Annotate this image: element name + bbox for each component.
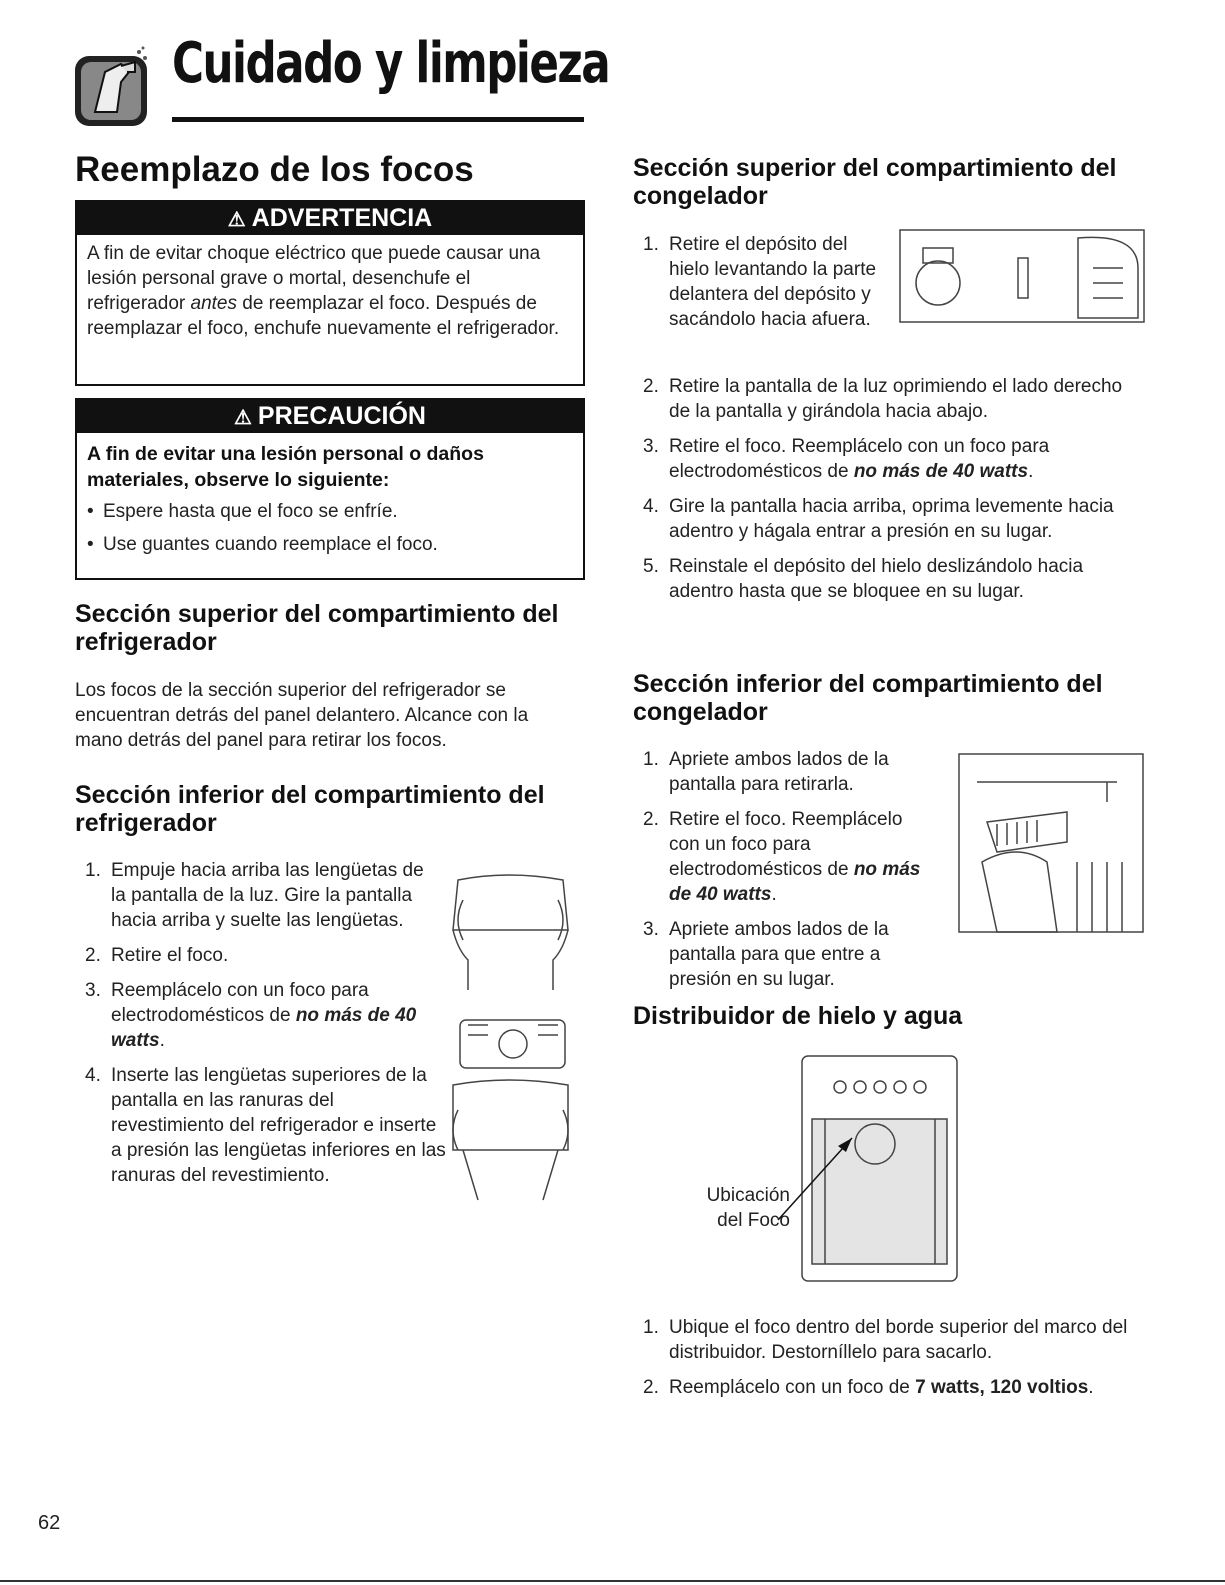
list-item: 2. Retire la pantalla de la luz oprimiendo el lado derecho de la pantalla y girándola hacia abajo. [643,376,1123,422]
page-number: 62 [38,1512,61,1534]
list-item: 5. Reinstale el depósito del hielo deslizándolo hacia adentro hasta que se bloquee en su lugar. [643,556,1084,602]
list-item: 3. Reemplácelo con un foco para electrodomésticos de no más de 40 watts. [85,980,417,1051]
caution-header [77,400,583,433]
step-text-end: . [1088,1377,1094,1398]
heading-dispenser: Distribuidor de hielo y agua [633,1002,963,1030]
step-bold: no más de 40 watts [853,461,1029,482]
list-item: 1. Retire el depósito del hielo levantando la parte delantera del depósito y sacándolo hacia afuera. [643,234,877,330]
step-text-end: . [159,1030,165,1051]
caution-label: PRECAUCIÓN [257,402,426,430]
step-bold: 7 watts, 120 voltios [915,1377,1089,1398]
warning-text-part1: A fin de evitar choque eléctrico que puede causar una lesión personal grave o mortal, desenchufe el refrigerador [87,243,541,314]
list-item: 2. Retire el foco. [85,945,229,966]
step-text: Retire el foco. Reemplácelo con un foco para electrodomésticos de [669,809,903,880]
step-bold: no más de 40 watts [111,1005,417,1051]
warning-header [77,202,583,235]
warning-text-emphasis: antes [190,293,237,314]
header-rule [172,117,584,122]
upper-freezer-steps [633,374,1133,614]
step-text: Reemplácelo con un foco de [669,1377,916,1398]
step-text: Retire el foco. [111,945,229,966]
warning-text-part2: de reemplazar el foco. Después de reemplazar el foco, enchufe nuevamente el refrigerador. [87,293,560,339]
list-item: 2. Reemplácelo con un foco de 7 watts, 120 voltios. [643,1377,1094,1398]
warning-text [77,235,583,341]
caution-bullet: • Use guantes cuando reemplace el foco. [77,532,573,557]
list-item: 3. Apriete ambos lados de la pantalla para que entre a presión en su lugar. [643,919,889,990]
heading-lower-fridge: Sección inferior del compartimiento del refrigerador [75,781,545,837]
caution-bullet: • Espere hasta que el foco se enfríe. [77,499,573,524]
list-item: 4. Inserte las lengüetas superiores de la pantalla en las ranuras del revestimiento del refrigerador e inserte a presión las lengüetas inferiores en las ranuras del revestimiento. [85,1065,446,1186]
list-item: 1. Apriete ambos lados de la pantalla para retirarla. [643,749,889,795]
lower-fridge-steps [75,858,446,1198]
heading-upper-fridge: Sección superior del compartimiento del refrigerador [75,600,559,656]
spray-cleaner-icon [75,42,153,128]
caution-box [75,398,585,580]
bottom-rule [0,1580,1225,1582]
upper-fridge-text: Los focos de la sección superior del refrigerador se encuentran detrás del panel delantero. Alcance con la mano detrás del panel para retirar los focos. [75,680,529,751]
caution-triangle-icon: ⚠ [233,407,252,429]
upper-freezer-step1-wrap [633,232,883,342]
warning-label: ADVERTENCIA [251,204,433,232]
section-title-bulb-replacement: Reemplazo de los focos [75,150,474,189]
step-text: Reinstale el depósito del hielo deslizándolo hacia adentro hasta que se bloquee en su lugar. [669,556,1084,602]
warning-triangle-icon: ⚠ [227,209,246,231]
warning-box [75,200,585,386]
lamp-shield-illustration [438,860,583,1210]
bulb-location-callout [690,1183,790,1233]
lower-freezer-steps [633,747,928,1002]
ice-bin-illustration [898,228,1148,331]
step-text: Ubique el foco dentro del borde superior del marco del distribuidor. Destorníllelo para sacarlo. [669,1317,1128,1363]
list-item: 1. Empuje hacia arriba las lengüetas de la pantalla de la luz. Gire la pantalla hacia arriba y suelte las lengüetas. [85,860,424,931]
step-text: Reemplácelo con un foco para electrodomésticos de [111,980,369,1026]
step-text: Apriete ambos lados de la pantalla para retirarla. [669,749,889,795]
caution-intro: A fin de evitar una lesión personal o daños materiales, observe lo siguiente: [87,443,484,491]
step-text: Retire la pantalla de la luz oprimiendo el lado derecho de la pantalla y girándola hacia abajo. [669,376,1123,422]
dispenser-steps [633,1315,1153,1410]
freezer-shield-illustration [957,752,1147,939]
list-item: 4. Gire la pantalla hacia arriba, oprima levemente hacia adentro y hágala entrar a presión en su lugar. [643,496,1114,542]
list-item: 1. Ubique el foco dentro del borde superior del marco del distribuidor. Destorníllelo para sacarlo. [643,1317,1128,1363]
step-text: Inserte las lengüetas superiores de la pantalla en las ranuras del revestimiento del refrigerador e inserte a presión las lengüetas inferiores en las ranuras del revestimiento. [111,1065,446,1186]
page-header-title: Cuidado y limpieza [172,31,610,96]
step-text: Retire el foco. Reemplácelo con un foco para electrodomésticos de [669,436,1050,482]
callout-line1: Ubicación [706,1185,790,1206]
step-bold: no más de 40 watts [669,859,921,905]
step-text: Gire la pantalla hacia arriba, oprima levemente hacia adentro y hágala entrar a presión en su lugar. [669,496,1114,542]
step-text: Empuje hacia arriba las lengüetas de la pantalla de la luz. Gire la pantalla hacia arriba y suelte las lengüetas. [111,860,424,931]
callout-line2: del Foco [717,1210,790,1231]
heading-upper-freezer: Sección superior del compartimiento del congelador [633,154,1117,210]
list-item: 3. Retire el foco. Reemplácelo con un foco para electrodomésticos de no más de 40 watts. [643,436,1050,482]
step-text: Apriete ambos lados de la pantalla para que entre a presión en su lugar. [669,919,889,990]
heading-lower-freezer: Sección inferior del compartimiento del congelador [633,670,1103,726]
list-item: 2. Retire el foco. Reemplácelo con un foco para electrodomésticos de no más de 40 watts. [643,809,921,905]
step-text: Retire el depósito del hielo levantando la parte delantera del depósito y sacándolo hacia afuera. [669,234,877,330]
